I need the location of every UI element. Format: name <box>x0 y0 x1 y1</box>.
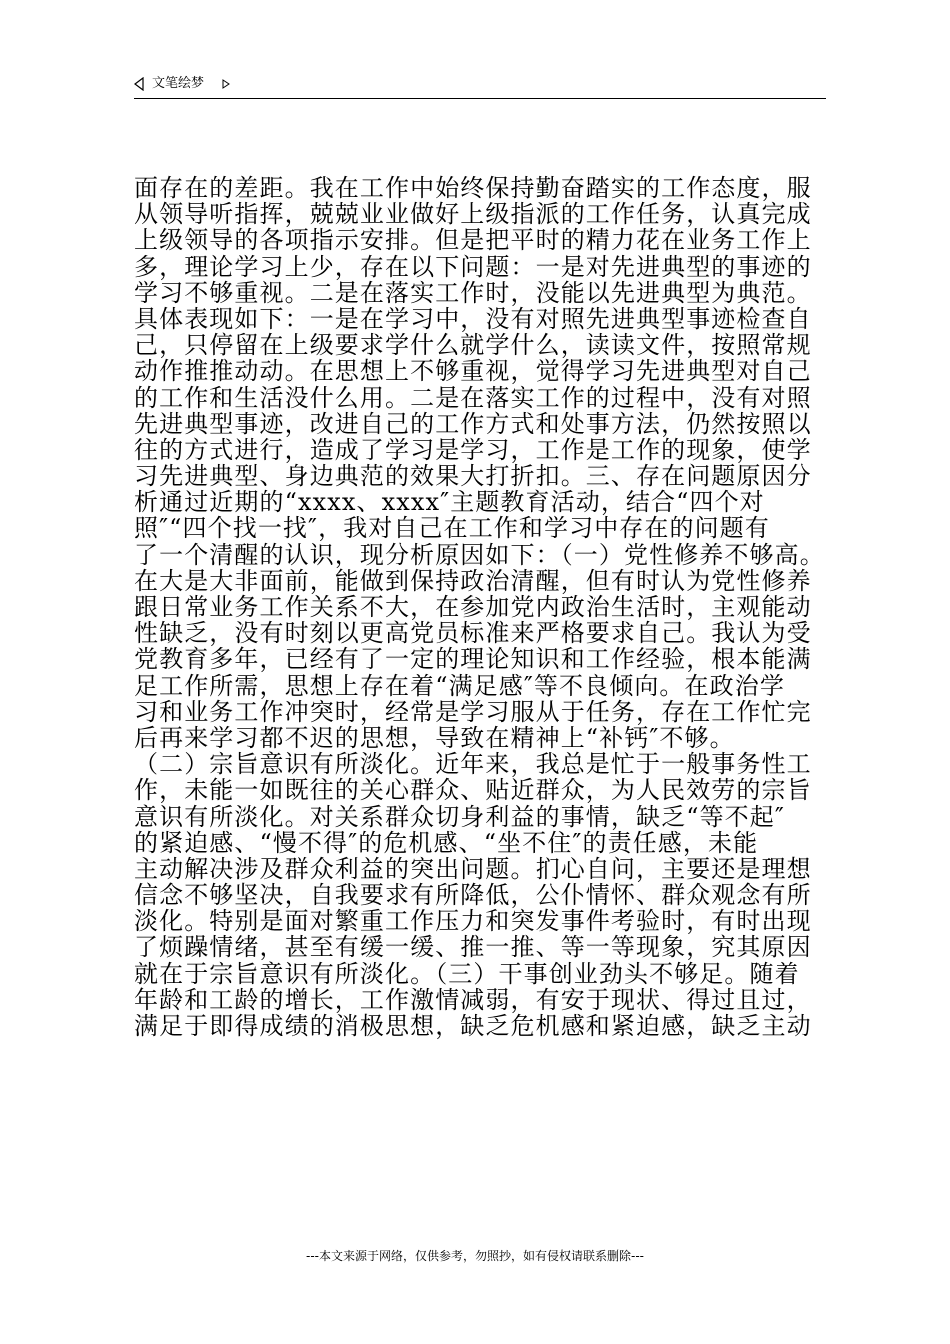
text-line: 就在于宗旨意识有所淡化。（三）干事创业劲头不够足。随着 <box>134 959 800 988</box>
text-line: 淡化。特别是面对繁重工作压力和突发事件考验时，有时出现 <box>134 907 812 936</box>
page-header <box>134 74 826 99</box>
text-line: 后再来学习都不迟的思想，导致在精神上“补钙″不够。 <box>134 723 735 752</box>
text-line: 多，理论学习上少，存在以下问题：一是对先进典型的事迹的 <box>134 252 812 281</box>
text-line: 年龄和工龄的增长，工作激情减弱，有安于现状、得过且过， <box>134 985 812 1014</box>
text-line: 主动解决涉及群众利益的突出问题。扪心自问，主要还是理想 <box>134 854 812 883</box>
text-line: 习和业务工作冲突时，经常是学习服从于任务，存在工作忙完 <box>134 697 812 726</box>
text-line: 在大是大非面前，能做到保持政治清醒，但有时认为党性修养 <box>134 566 812 595</box>
text-line: 了烦躁情绪，甚至有缓一缓、推一推、等一等现象，究其原因 <box>134 933 812 962</box>
text-line: 照″“四个找一找″，我对自己在工作和学习中存在的问题有 <box>134 514 770 543</box>
text-line: 面存在的差距。我在工作中始终保持勤奋踏实的工作态度，服 <box>134 174 812 202</box>
text-line: 从领导听指挥，兢兢业业做好上级指派的工作任务，认真完成 <box>134 200 812 229</box>
text-line: （二）宗旨意识有所淡化。近年来，我总是忙于一般事务性工 <box>134 750 812 779</box>
text-line: 意识有所淡化。对关系群众切身利益的事情，缺乏“等不起″ <box>134 802 785 831</box>
triangle-right-icon <box>222 79 230 89</box>
text-line: 信念不够坚决，自我要求有所降低，公仆情怀、群众观念有所 <box>134 881 812 910</box>
text-line: 的工作和生活没什么用。二是在落实工作的过程中，没有对照 <box>134 383 812 412</box>
text-line: 习先进典型、身边典范的效果大打折扣。三、存在问题原因分 <box>134 462 812 491</box>
text-line: 先进典型事迹，改进自己的工作方式和处事方法，仍然按照以 <box>134 409 812 438</box>
text-line: 析通过近期的“xxxx、xxxx″主题教育活动，结合“四个对 <box>134 488 765 517</box>
triangle-left-icon <box>134 77 144 91</box>
text-line: 上级领导的各项指示安排。但是把平时的精力花在业务工作上 <box>134 226 812 255</box>
text-line: 满足于即得成绩的消极思想，缺乏危机感和紧迫感，缺乏主动 <box>134 1012 812 1040</box>
text-line: 足工作所需，思想上存在着“满足感″等不良倾向。在政治学 <box>134 671 785 700</box>
text-line: 的紧迫感、“慢不得″的危机感、“坐不住″的责任感，未能 <box>134 828 759 857</box>
text-line: 跟日常业务工作关系不大，在参加党内政治生活时，主观能动 <box>134 593 812 621</box>
document-body <box>134 175 838 1039</box>
text-line: 动作推推动动。在思想上不够重视，觉得学习先进典型对自己 <box>134 357 812 386</box>
text-line: 作，未能一如既往的关心群众、贴近群众，为人民效劳的宗旨 <box>134 776 812 805</box>
text-line: 往的方式进行，造成了学习是学习，工作是工作的现象，使学 <box>134 435 812 464</box>
text-line: 学习不够重视。二是在落实工作时，没能以先进典型为典范。 <box>134 278 812 307</box>
text-line: 党教育多年，已经有了一定的理论知识和工作经验，根本能满 <box>134 645 812 674</box>
text-line: 己，只停留在上级要求学什么就学什么，读读文件，按照常规 <box>134 331 812 360</box>
text-line: 性缺乏，没有时刻以更高党员标准来严格要求自己。我认为受 <box>134 619 812 648</box>
text-line: 了一个清醒的认识，现分析原因如下：（一）党性修养不够高。 <box>134 540 825 569</box>
text-line: 具体表现如下：一是在学习中，没有对照先进典型事迹检查自 <box>134 304 812 333</box>
footer-disclaimer: ---本文来源于网络，仅供参考，勿照抄，如有侵权请联系删除--- <box>306 1249 644 1263</box>
header-brand: 文笔绘梦 <box>152 76 205 91</box>
